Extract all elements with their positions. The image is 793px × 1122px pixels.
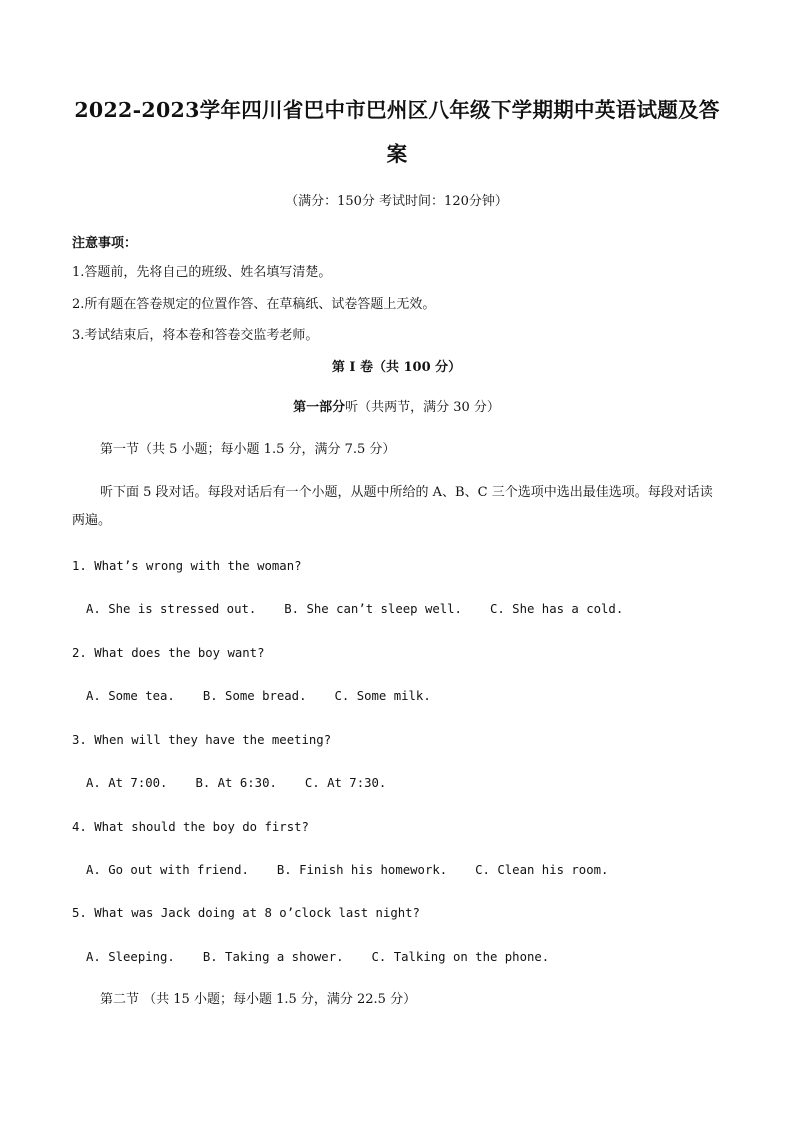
option: A. She is stressed out.: [86, 602, 257, 616]
question-options: [86, 599, 623, 619]
option: C. Talking on the phone.: [371, 950, 550, 964]
part1-heading: [0, 398, 793, 418]
option: B. Taking a shower.: [202, 950, 344, 964]
document-title: 2022-2023学年四川省巴中市巴州区八年级下学期期中英语试题及答案: [74, 98, 720, 166]
option: B. At 6:30.: [195, 776, 277, 790]
notice-item: 3.考试结束后，将本卷和答卷交监考老师。: [72, 328, 319, 343]
question-stem: 1. What’s wrong with the woman?: [72, 559, 302, 573]
section2-heading: 第二节 （共 15 小题；每小题 1.5 分，满分 22.5 分）: [100, 992, 417, 1007]
section1-instructions: 听下面 5 段对话。每段对话后有一个小题，从题中所给的 A、B、C 三个选项中选出最佳选项。每段对话读两遍。: [72, 485, 713, 528]
notice-heading: 注意事项：: [72, 236, 138, 251]
question-stem: 5. What was Jack doing at 8 o’clock last night?: [72, 906, 420, 920]
option: C. At 7:30.: [304, 776, 387, 790]
question-stem: 2. What does the boy want?: [72, 646, 265, 660]
question-options: [86, 860, 608, 880]
question-stem: 3. When will they have the meeting?: [72, 733, 332, 747]
option: B. She can’t sleep well.: [284, 602, 462, 616]
part1-heading-bold: 第一部分: [293, 400, 346, 415]
notice-item: 2.所有题在答卷规定的位置作答、在草稿纸、试卷答题上无效。: [72, 297, 436, 312]
section1-heading: 第一节（共 5 小题；每小题 1.5 分，满分 7.5 分）: [100, 442, 396, 457]
option: B. Some bread.: [202, 689, 307, 703]
notice-item: 1.答题前，先将自己的班级、姓名填写清楚。: [72, 265, 332, 280]
option: A. Sleeping.: [86, 950, 175, 964]
option: A. Some tea.: [86, 689, 175, 703]
question-stem: 4. What should the boy do first?: [72, 820, 309, 834]
option: C. Some milk.: [334, 689, 431, 703]
question-options: [86, 947, 549, 967]
option: B. Finish his homework.: [276, 863, 448, 877]
question-options: [86, 773, 386, 793]
question-options: [86, 686, 431, 706]
option: C. She has a cold.: [489, 602, 624, 616]
option: A. Go out with friend.: [86, 863, 249, 877]
volume-heading: 第 I 卷（共 100 分）: [331, 360, 462, 375]
part1-heading-rest: 听（共两节，满分 30 分）: [345, 400, 500, 415]
option: C. Clean his room.: [475, 863, 609, 877]
option: A. At 7:00.: [86, 776, 168, 790]
exam-meta: （满分：150分 考试时间：120分钟）: [285, 194, 508, 209]
